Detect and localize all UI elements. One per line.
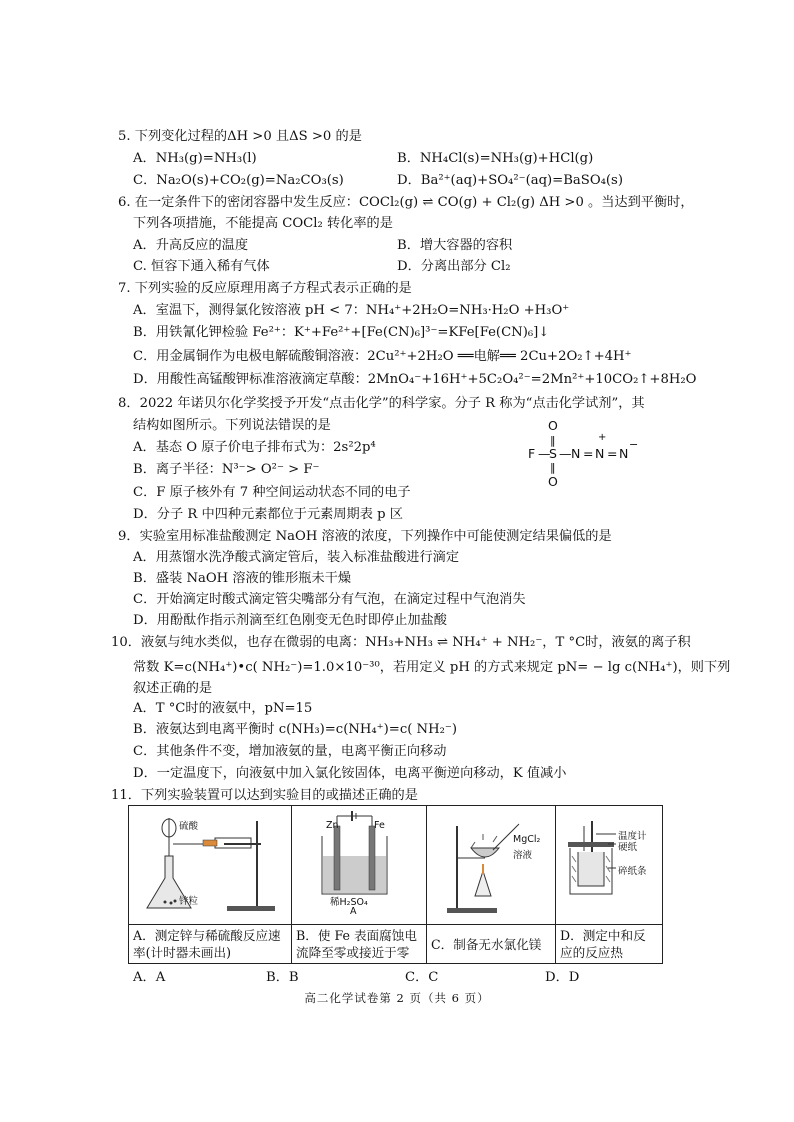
figure-d-cell bbox=[556, 806, 663, 925]
structure-double-bond-top: ‖ bbox=[550, 434, 556, 447]
figure-d-caption: D．测定中和反应的反应热 bbox=[556, 925, 663, 964]
q9-option-a: A．用蒸馏水洗净酸式滴定管后，装入标准盐酸进行滴定 bbox=[133, 550, 460, 565]
q10-stem-line1: 10．液氨与纯水类似，也存在微弱的电离：NH₃+NH₃ ⇌ NH₄⁺ + NH₂⁻，T °C时，液氨的离子积 bbox=[111, 635, 691, 650]
q6-option-b: B．增大容器的容积 bbox=[397, 238, 513, 253]
figure-a-apparatus bbox=[129, 806, 291, 924]
figure-b-caption: B．使 Fe 表面腐蚀电流降至零或接近于零 bbox=[292, 925, 427, 964]
q5-stem: 5. 下列变化过程的ΔH >0 且ΔS >0 的是 bbox=[118, 129, 362, 144]
q10-stem-line3: 叙述正确的是 bbox=[133, 681, 213, 696]
figure-b-cell bbox=[292, 806, 427, 925]
molecule-r-structure bbox=[525, 418, 665, 496]
q8-stem-line2: 结构如图所示。下列说法错误的是 bbox=[133, 418, 331, 433]
figure-d-paper-label: 碎纸条 bbox=[618, 866, 647, 877]
q8-option-a: A．基态 O 原子价电子排布式为：2s²2p⁴ bbox=[133, 440, 376, 455]
page-footer: 高二化学试卷第 2 页（共 6 页） bbox=[304, 991, 490, 1005]
figure-a-caption: A．测定锌与稀硫酸反应速率(计时器未画出) bbox=[129, 925, 292, 964]
q7-stem: 7. 下列实验的反应原理用离子方程式表示正确的是 bbox=[118, 281, 412, 296]
q10-stem-line2: 常数 K=c(NH₄⁺)•c( NH₂⁻)=1.0×10⁻³⁰，若用定义 pH 的方式来规定 pN= − lg c(NH₄⁺)，则下列 bbox=[133, 660, 731, 675]
q8-option-c: C．F 原子核外有 7 种空间运动状态不同的电子 bbox=[133, 485, 411, 500]
figure-a-zinc-label: 锌粒 bbox=[179, 896, 199, 907]
figure-b-fe-label: Fe bbox=[374, 820, 385, 831]
figure-a-acid-label: 硫酸 bbox=[179, 821, 199, 832]
q6-stem-line1: 6. 在一定条件下的密闭容器中发生反应：COCl₂(g) ⇌ CO(g) + Cl₂(g) ΔH >0 。当达到平衡时， bbox=[118, 195, 694, 210]
q7-option-a: A．室温下，测得氯化铵溶液 pH < 7：NH₄⁺+2H₂O=NH₃·H₂O +H₃O⁺ bbox=[133, 303, 570, 318]
q10-option-b: B．液氨达到电离平衡时 c(NH₃)=c(NH₄⁺)=c( NH₂⁻) bbox=[133, 722, 457, 737]
structure-nitrogen-2: N bbox=[595, 446, 605, 461]
q9-option-b: B．盛装 NaOH 溶液的锥形瓶未干燥 bbox=[133, 571, 352, 586]
q9-option-d: D．用酚酞作指示剂滴至红色刚变无色时即停止加盐酸 bbox=[133, 613, 447, 628]
figure-b-solution-label: 稀H₂SO₄ bbox=[330, 897, 368, 908]
q10-option-c: C．其他条件不变，增加液氨的量，电离平衡正向移动 bbox=[133, 744, 447, 759]
structure-minus-charge: − bbox=[629, 438, 639, 451]
q11-option-c: C．C bbox=[405, 970, 439, 985]
figure-d-thermometer-label: 温度计 bbox=[618, 831, 647, 842]
figure-b-apparatus bbox=[292, 806, 426, 924]
q7-option-b: B．用铁氰化钾检验 Fe²⁺：K⁺+Fe²⁺+[Fe(CN)₆]³⁻=KFe[Fe(CN)₆]↓ bbox=[133, 325, 550, 340]
q11-option-d: D．D bbox=[545, 970, 580, 985]
structure-nitrogen-3: N bbox=[619, 446, 629, 461]
figure-a-cell bbox=[129, 806, 292, 925]
q6-option-a: A．升高反应的温度 bbox=[133, 238, 249, 253]
structure-double-bond-2: = bbox=[607, 446, 618, 461]
q11-option-b: B．B bbox=[266, 970, 299, 985]
q11-option-a: A．A bbox=[133, 970, 166, 985]
figure-a-drawing bbox=[129, 806, 291, 924]
structure-oxygen-bottom: O bbox=[548, 474, 558, 489]
structure-plus-charge: + bbox=[598, 432, 607, 443]
experiment-table bbox=[128, 805, 663, 964]
q5-option-a: A．NH₃(g)=NH₃(l) bbox=[133, 151, 257, 166]
structure-sulfur: S bbox=[549, 446, 557, 461]
figure-b-a-label: A bbox=[350, 906, 357, 917]
figure-d-apparatus bbox=[556, 806, 662, 924]
figure-c-apparatus bbox=[427, 806, 555, 924]
structure-double-bond-bottom: ‖ bbox=[550, 461, 556, 474]
figure-c-solution-label: 溶液 bbox=[513, 850, 533, 861]
figure-c-mgcl2-label: MgCl₂ bbox=[513, 834, 541, 845]
structure-oxygen-top: O bbox=[548, 418, 558, 433]
q7-option-c: C．用金属铜作为电极电解硫酸铜溶液：2Cu²⁺+2H₂O ══电解══ 2Cu+2O₂↑+4H⁺ bbox=[133, 349, 632, 364]
q9-option-c: C．开始滴定时酸式滴定管尖嘴部分有气泡，在滴定过程中气泡消失 bbox=[133, 592, 526, 607]
q8-option-b: B．离子半径：N³⁻> O²⁻ > F⁻ bbox=[133, 462, 320, 477]
q11-stem: 11．下列实验装置可以达到实验目的或描述正确的是 bbox=[111, 788, 418, 803]
structure-bond: — bbox=[559, 446, 572, 461]
figure-b-zn-label: Zn bbox=[326, 820, 339, 831]
figure-d-board-label: 硬纸 bbox=[618, 842, 638, 853]
q10-option-d: D．一定温度下，向液氨中加入氯化铵固体，电离平衡逆向移动，K 值减小 bbox=[133, 766, 567, 781]
q5-option-b: B．NH₄Cl(s)=NH₃(g)+HCl(g) bbox=[397, 151, 594, 166]
q6-stem-line2: 下列各项措施，不能提高 COCl₂ 转化率的是 bbox=[133, 216, 393, 231]
q9-stem: 9．实验室用标准盐酸测定 NaOH 溶液的浓度，下列操作中可能使测定结果偏低的是 bbox=[118, 529, 612, 544]
q6-option-d: D．分离出部分 Cl₂ bbox=[397, 259, 511, 274]
structure-double-bond-1: = bbox=[583, 446, 594, 461]
q5-option-c: C．Na₂O(s)+CO₂(g)=Na₂CO₃(s) bbox=[133, 173, 344, 188]
q8-option-d: D．分子 R 中四种元素都位于元素周期表 p 区 bbox=[133, 507, 403, 522]
figure-c-cell bbox=[427, 806, 556, 925]
structure-nitrogen-1: N bbox=[571, 446, 581, 461]
q7-option-d: D．用酸性高锰酸钾标准溶液滴定草酸：2MnO₄⁻+16H⁺+5C₂O₄²⁻=2Mn²⁺+10CO₂↑+8H₂O bbox=[133, 372, 697, 387]
structure-bond: — bbox=[538, 446, 551, 461]
figure-c-drawing bbox=[427, 806, 555, 924]
structure-fluorine: F bbox=[528, 446, 536, 461]
q10-option-a: A．T °C时的液氨中，pN=15 bbox=[133, 701, 313, 716]
q8-stem-line1: 8．2022 年诺贝尔化学奖授予开发“点击化学”的科学家。分子 R 称为“点击化学试剂”，其 bbox=[118, 396, 645, 411]
figure-c-caption: C．制备无水氯化镁 bbox=[427, 925, 556, 964]
q6-option-c: C. 恒容下通入稀有气体 bbox=[133, 259, 270, 274]
q5-option-d: D．Ba²⁺(aq)+SO₄²⁻(aq)=BaSO₄(s) bbox=[397, 173, 623, 188]
